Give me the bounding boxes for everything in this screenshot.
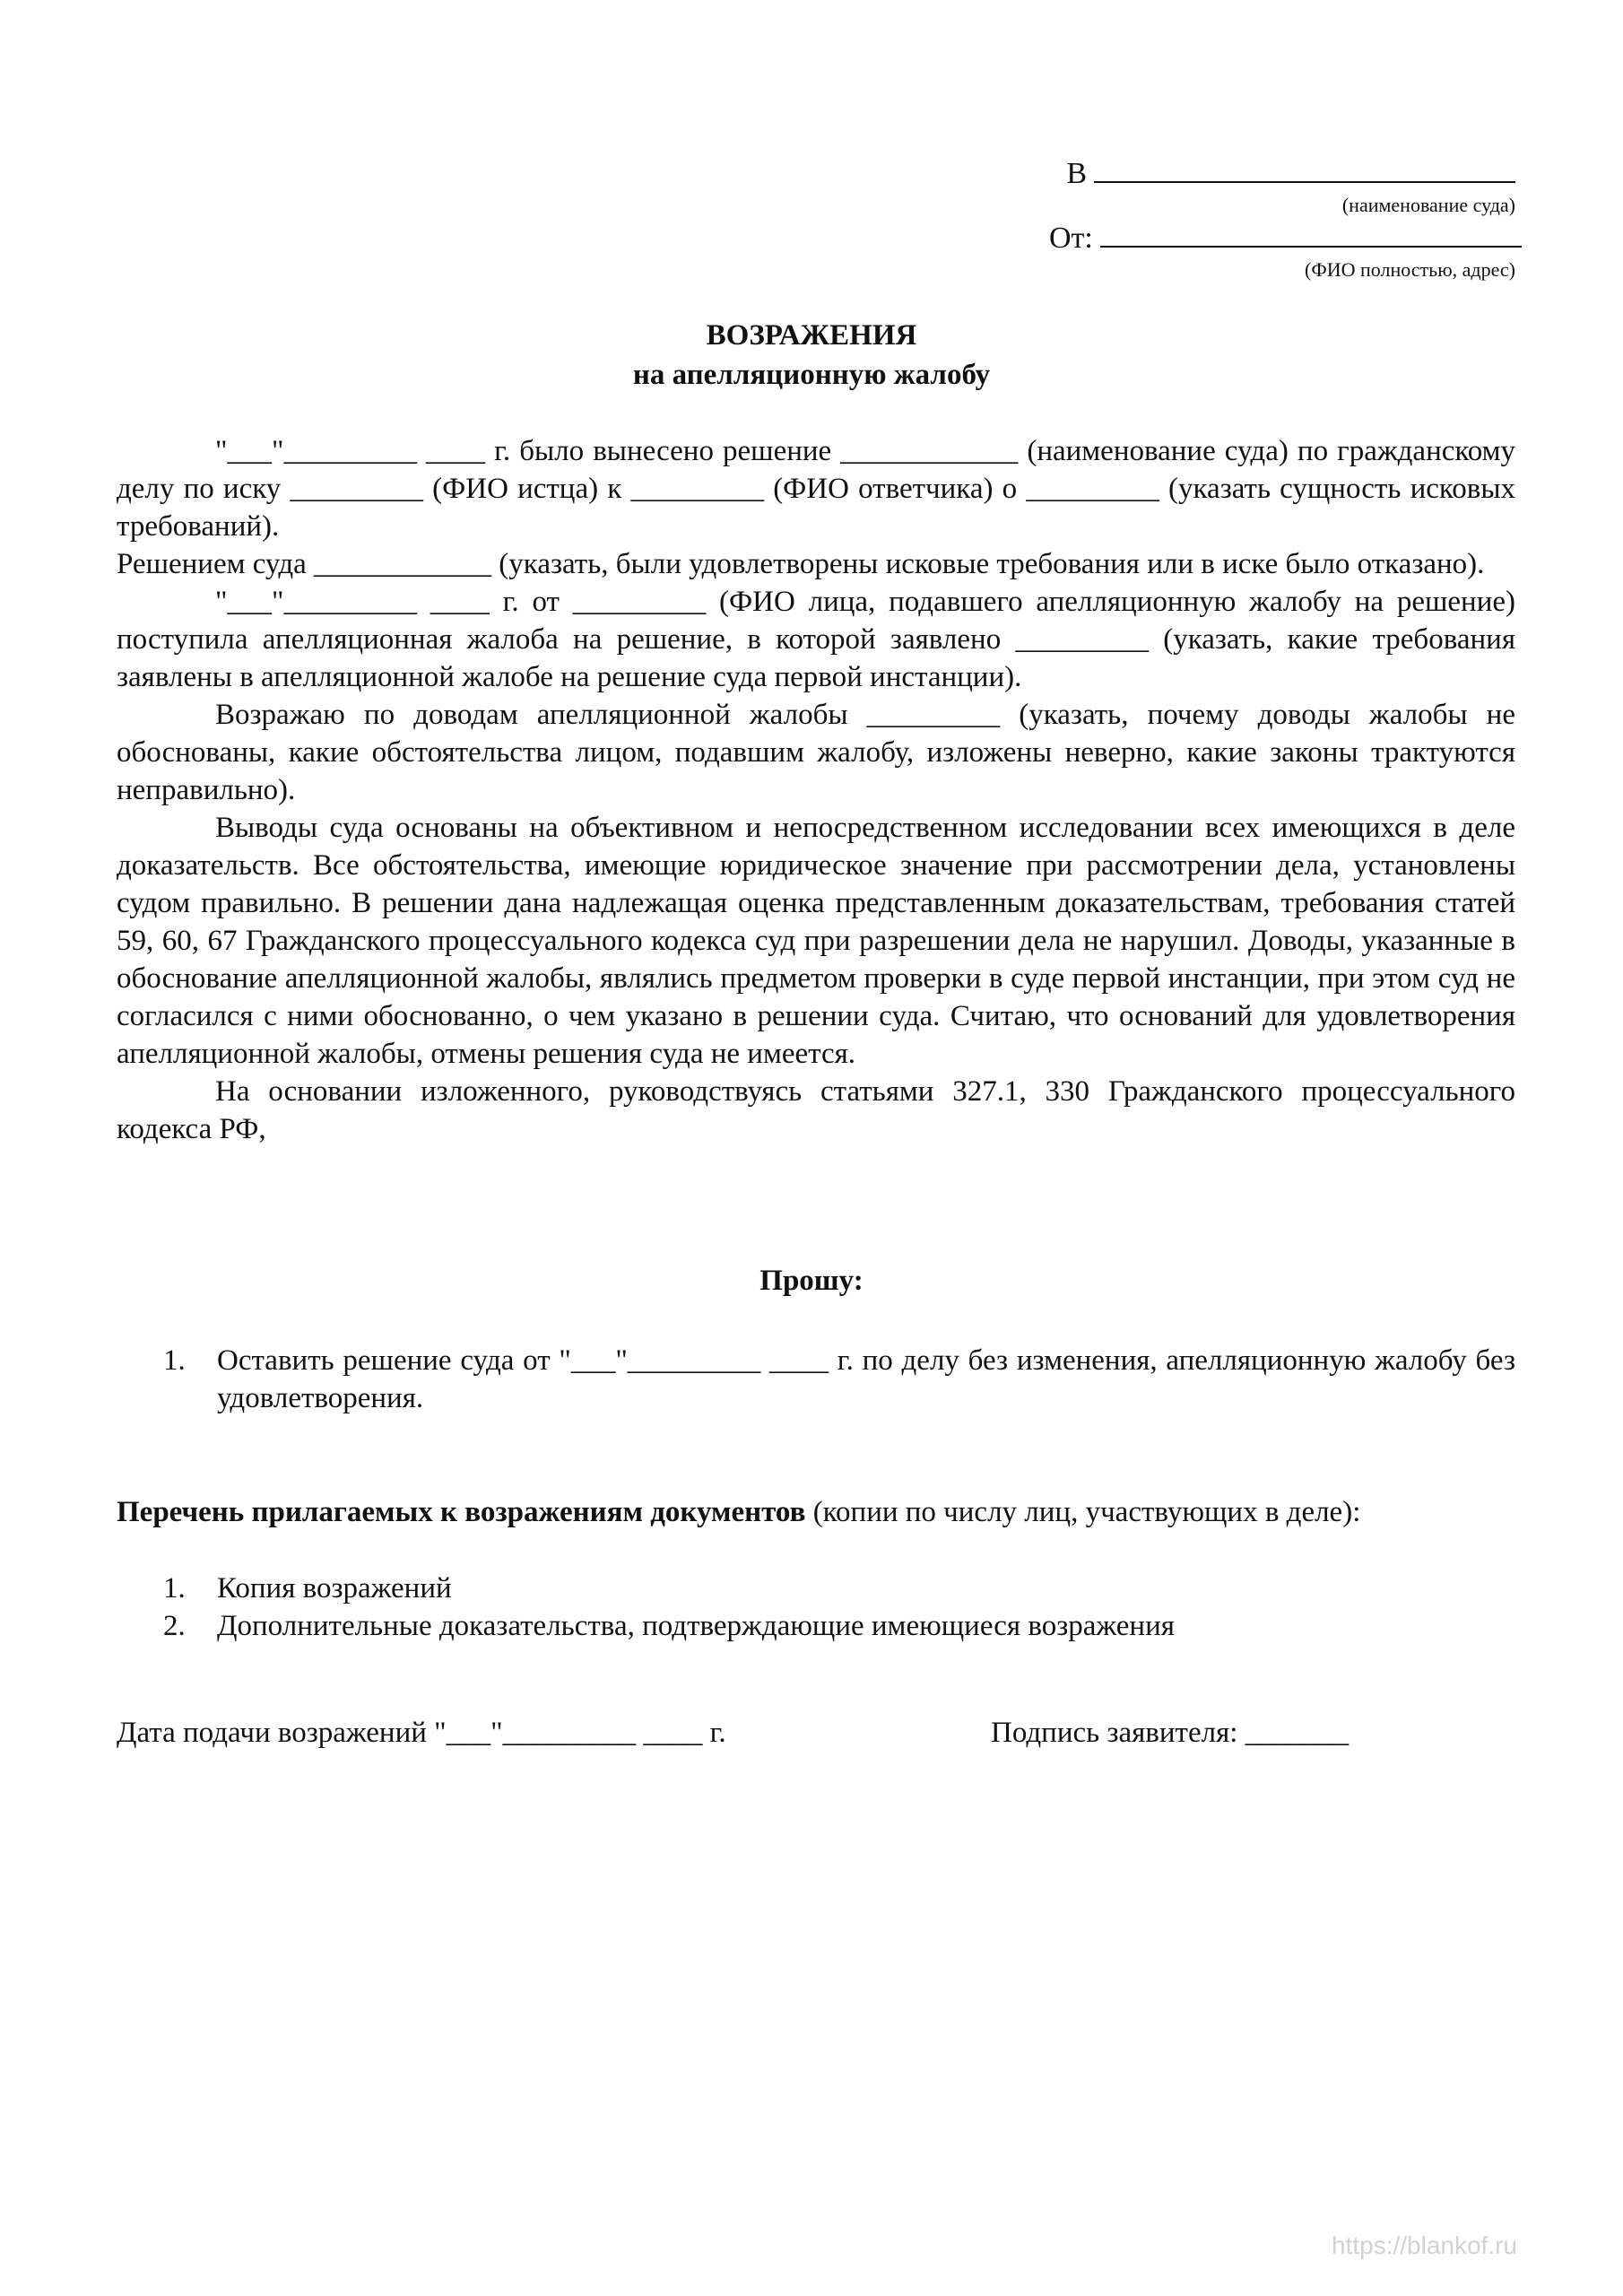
- request-heading: Прошу:: [759, 1265, 864, 1297]
- filing-date-line: Дата подачи возражений "___"_________ ____ г.: [117, 1717, 726, 1749]
- document-title: ВОЗРАЖЕНИЯ: [706, 319, 917, 352]
- paragraph-5: Выводы суда основаны на объективном и непосредственном исследовании всех имеющихся в деле доказательств. Все обстоятельства, имеющие юридическое значение при рассмотрении дела, установлены судом правильно. В решении дана надлежащая оценка представленным доказательствам, требования статей 59, 60, 67 Гражданского процессуального кодекса суд при разрешении дела не нарушил. Доводы, указанные в обоснование апелляционной жалобы, являлись предметом проверки в суде первой инстанции, при этом суд не согласился с ними обоснованно, о чем указано в решении суда. Считаю, что оснований для удовлетворения апелляционной жалобы, отмены решения суда не имеется.: [117, 812, 1515, 1070]
- attachments-title: [117, 1496, 1515, 1529]
- signature-line: Подпись заявителя: _______: [991, 1717, 1350, 1749]
- court-caption: (наименование суда): [1341, 194, 1515, 216]
- list-item: [117, 1570, 1515, 1607]
- document-subtitle: на апелляционную жалобу: [632, 359, 991, 391]
- list-item-text: Оставить решение суда от "___"_________ ____ г. по делу без изменения, апелляционную жалобу без удовлетворения.: [217, 1344, 1515, 1414]
- paragraph-4: Возражаю по доводам апелляционной жалобы _________ (указать, почему доводы жалобы не обоснованы, какие обстоятельства лицом, подавшим жалобу, изложены неверно, какие законы трактуются неправильно).: [117, 699, 1515, 806]
- paragraph-2: Решением суда ____________ (указать, были удовлетворены исковые требования или в иске было отказано).: [117, 548, 1485, 580]
- list-item: [117, 1607, 1515, 1645]
- court-label: В: [1066, 157, 1087, 190]
- paragraph-1: "___"_________ ____ г. было вынесено решение ____________ (наименование суда) по гражданскому делу по иску _________ (ФИО истца) к _________ (ФИО ответчика) о _________ (указать сущность исковых требований).: [117, 435, 1515, 543]
- attachments-title-bold: Перечень прилагаемых к возражениям документов: [117, 1496, 806, 1528]
- list-item: [117, 1342, 1515, 1417]
- list-item-number: 1.: [163, 1344, 186, 1377]
- request-list: [117, 1342, 1515, 1417]
- list-item-number: 2.: [163, 1610, 186, 1642]
- attachments-list: [117, 1570, 1515, 1645]
- from-blank: [1100, 219, 1522, 248]
- court-line: [1049, 154, 1515, 191]
- from-line: [1049, 219, 1515, 256]
- from-label: От:: [1049, 222, 1093, 255]
- watermark-url: https://blankof.ru: [1331, 2231, 1517, 2259]
- list-item-text: Копия возражений: [217, 1572, 452, 1605]
- paragraph-6: На основании изложенного, руководствуясь статьями 327.1, 330 Гражданского процессуального кодекса РФ,: [117, 1075, 1515, 1145]
- attachments-title-rest: (копии по числу лиц, участвующих в деле):: [805, 1496, 1361, 1528]
- list-item-number: 1.: [163, 1572, 186, 1605]
- court-blank: [1094, 154, 1515, 183]
- list-item-text: Дополнительные доказательства, подтверждающие имеющиеся возражения: [217, 1610, 1175, 1642]
- paragraph-3: "___"_________ ____ г. от _________ (ФИО лица, подавшего апелляционную жалобу на решение) поступила апелляционная жалоба на решение, в которой заявлено _________ (указать, какие требования заявлены в апелляционной жалобе на решение суда первой инстанции).: [117, 586, 1515, 693]
- from-caption: (ФИО полностью, адрес): [1305, 258, 1515, 281]
- document-body: [117, 432, 1515, 1148]
